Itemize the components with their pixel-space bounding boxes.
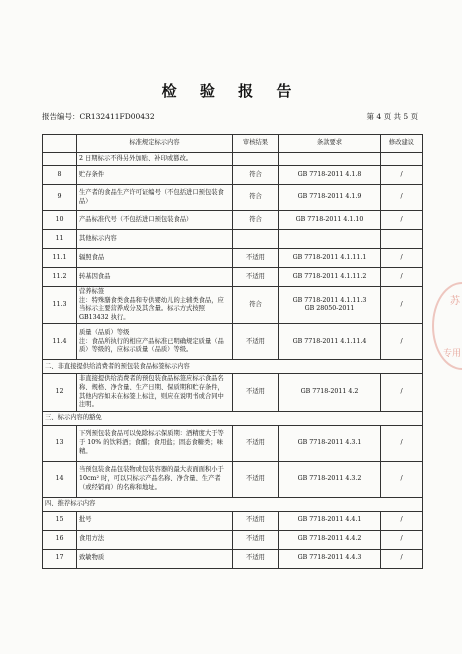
row-clause: GB 7718-2011 4.4.2: [279, 530, 381, 549]
row-content: 产品标准代号（不包括进口预包装食品）: [77, 211, 233, 230]
row-suggestion: /: [381, 211, 423, 230]
table-row: [43, 530, 423, 549]
stamp-text: 苏: [450, 296, 460, 307]
table-row: [43, 425, 423, 461]
row-content: 生产者的食品生产许可证编号（不包括进口预包装食品）: [77, 185, 233, 211]
row-clause: GB 7718-2011 4.1.11.2: [279, 268, 381, 287]
table-header-row: [43, 135, 423, 153]
row-suggestion: /: [381, 185, 423, 211]
row-suggestion: /: [381, 287, 423, 324]
report-title: 检 验 报 告: [161, 82, 301, 100]
table-row: [43, 461, 423, 497]
header-cell: 修改建议: [381, 135, 423, 153]
row-result: 不适用: [233, 425, 279, 461]
row-clause: GB 7718-2011 4.1.9: [279, 185, 381, 211]
row-number: 11.4: [43, 324, 77, 360]
row-result: 不适用: [233, 249, 279, 268]
row-content: 当预包装食品包装物或包装容器的最大表面面积小于 10cm² 时，可以只标示产品名称、净含量、生产者（或经销商）的名称和地址。: [77, 461, 233, 497]
row-suggestion: [381, 230, 423, 249]
row-clause: GB 7718-2011 4.1.10: [279, 211, 381, 230]
table-row: [43, 374, 423, 411]
row-result: 符合: [233, 287, 279, 324]
section-heading: 二、非直接提供给消费者的预包装食品标签标示内容: [43, 360, 423, 374]
row-result: 符合: [233, 166, 279, 185]
section-row: [43, 497, 423, 511]
row-number: 11.2: [43, 268, 77, 287]
row-content: 致敏物质: [77, 549, 233, 568]
table-row: [43, 268, 423, 287]
table-row: [43, 230, 423, 249]
row-content: 其他标示内容: [77, 230, 233, 249]
report-number: 报告编号：CR132411FD00432: [42, 112, 155, 121]
table-row: [43, 511, 423, 530]
row-content: 贮存条件: [77, 166, 233, 185]
row-result: 不适用: [233, 511, 279, 530]
table-row: [43, 211, 423, 230]
table-row: [43, 287, 423, 324]
row-result: 不适用: [233, 374, 279, 411]
section-heading: 四、推荐标示内容: [43, 497, 423, 511]
row-result: 符合: [233, 211, 279, 230]
table-row: [43, 324, 423, 360]
row-content: 转基因食品: [77, 268, 233, 287]
row-clause: GB 7718-2011 4.4.1: [279, 511, 381, 530]
table-row: [43, 166, 423, 185]
row-clause: GB 7718-2011 4.4.3: [279, 549, 381, 568]
row-number: 14: [43, 461, 77, 497]
stamp-text: 专用: [442, 349, 461, 359]
row-number: 11.1: [43, 249, 77, 268]
row-clause: [279, 230, 381, 249]
row-number: 16: [43, 530, 77, 549]
row-result: 不适用: [233, 549, 279, 568]
section-row: [43, 411, 423, 425]
row-suggestion: /: [381, 425, 423, 461]
row-number: 8: [43, 166, 77, 185]
row-result: 不适用: [233, 268, 279, 287]
page-info: 第 4 页 共 5 页: [366, 112, 418, 121]
row-suggestion: /: [381, 549, 423, 568]
row-clause: GB 7718-2011 4.3.1: [279, 425, 381, 461]
row-clause: GB 7718-2011 4.1.8: [279, 166, 381, 185]
inspection-table: [42, 134, 423, 569]
header-cell: 审核结果: [233, 135, 279, 153]
row-number: 9: [43, 185, 77, 211]
row-content: 食用方法: [77, 530, 233, 549]
row-number: 12: [43, 374, 77, 411]
row-content: 批号: [77, 511, 233, 530]
row-suggestion: /: [381, 268, 423, 287]
row-result: 不适用: [233, 324, 279, 360]
row-result: 不适用: [233, 530, 279, 549]
continuation-text: 2 日期标示不得另外加贴、补印或篡改。: [77, 153, 233, 166]
table-row: [43, 185, 423, 211]
table-row: [43, 549, 423, 568]
row-clause: GB 7718-2011 4.1.11.3 GB 28050-2011: [279, 287, 381, 324]
row-content: 下列预包装食品可以免除标示保质期：酒精度大于等于 10% 的饮料酒；食醋；食用盐；固态食糖类；味精。: [77, 425, 233, 461]
row-suggestion: /: [381, 166, 423, 185]
row-clause: GB 7718-2011 4.1.11.4: [279, 324, 381, 360]
row-number: 11: [43, 230, 77, 249]
row-suggestion: /: [381, 511, 423, 530]
row-number: 15: [43, 511, 77, 530]
header-cell: 条款要求: [279, 135, 381, 153]
row-clause: GB 7718-2011 4.3.2: [279, 461, 381, 497]
row-suggestion: /: [381, 374, 423, 411]
row-suggestion: /: [381, 530, 423, 549]
row-result: 不适用: [233, 461, 279, 497]
row-content: 营养标签 注：特殊膳食类食品和专供婴幼儿的主辅类食品，应当标示主要营养成分及其含量。标示方式按照 GB13432 执行。: [77, 287, 233, 324]
row-number: 17: [43, 549, 77, 568]
row-suggestion: /: [381, 324, 423, 360]
row-number: 13: [43, 425, 77, 461]
row-result: 符合: [233, 185, 279, 211]
header-cell: [43, 135, 77, 153]
section-heading: 三、标示内容的豁免: [43, 411, 423, 425]
row-result: [233, 230, 279, 249]
row-content: 辐照食品: [77, 249, 233, 268]
header-cell: 标准规定标示内容: [77, 135, 233, 153]
section-row: [43, 360, 423, 374]
row-content: 质量（品质）等级 注：食品所执行的相应产品标准已明确规定质量（品质）等级的，应标示质量（品质）等级。: [77, 324, 233, 360]
table-row: [43, 153, 423, 166]
row-number: 11.3: [43, 287, 77, 324]
table-row: [43, 249, 423, 268]
row-clause: GB 7718-2011 4.2: [279, 374, 381, 411]
row-number: 10: [43, 211, 77, 230]
row-suggestion: /: [381, 249, 423, 268]
row-content: 非直接提供给消费者的预包装食品标签应标示食品名称、规格、净含量、生产日期、保质期和贮存条件，其他内容如未在标签上标注，则应在说明书或合同中注明。: [77, 374, 233, 411]
row-clause: GB 7718-2011 4.1.11.1: [279, 249, 381, 268]
row-suggestion: /: [381, 461, 423, 497]
